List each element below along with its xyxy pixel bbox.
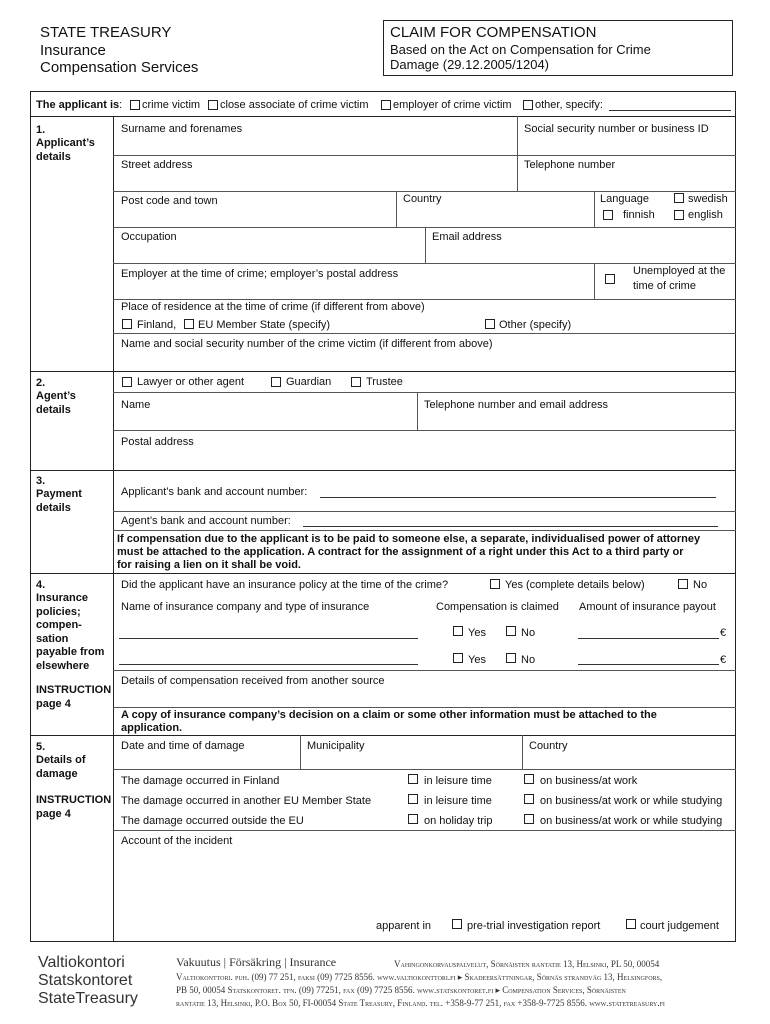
english-label: english xyxy=(688,209,723,221)
surname-label: Surname and forenames xyxy=(121,123,243,135)
finland-business-label: on business/at work xyxy=(540,775,638,787)
section3-number: 3. xyxy=(36,475,46,487)
section5-number: 5. xyxy=(36,741,46,753)
crime-victim-label: crime victim xyxy=(142,99,201,111)
other-specify-label: other, specify: xyxy=(535,99,603,111)
divider xyxy=(300,735,301,769)
form-subtitle-line1: Based on the Act on Compensation for Crime xyxy=(390,42,651,57)
insurance-no-label: No xyxy=(693,579,708,591)
divider xyxy=(113,830,736,831)
agent-postal-label: Postal address xyxy=(121,436,194,448)
occupation-label: Occupation xyxy=(121,231,177,243)
footer-brand: Vakuutus | Försäkring | Insurance xyxy=(176,955,337,969)
agent-phone-email-label: Telephone number and email address xyxy=(424,399,609,411)
euro-sign-2: € xyxy=(720,654,727,666)
insurance-company-field-1[interactable] xyxy=(119,638,418,639)
applicant-type-label: The applicant is: xyxy=(36,99,123,111)
residence-finland-checkbox[interactable] xyxy=(122,319,132,329)
insurance-no-checkbox[interactable] xyxy=(678,579,688,589)
unemployed-label-line2: time of crime xyxy=(633,280,696,292)
form-subtitle-line2: Damage (29.12.2005/1204) xyxy=(390,57,550,72)
lawyer-checkbox[interactable] xyxy=(122,377,132,387)
damage-municipality-label: Municipality xyxy=(307,740,365,752)
court-judgement-label: court judgement xyxy=(640,920,719,932)
court-judgement-checkbox[interactable] xyxy=(626,919,636,929)
footer-address-line3: PB 50, 00054 Statskontoret. tfn. (09) 77251, fax (09) 7725 8556. www.statskontoret.fi ▸ Compensation Services, Sörnäisten xyxy=(176,985,626,995)
divider xyxy=(113,299,736,300)
unemployed-label-line1: Unemployed at the xyxy=(633,265,726,277)
section-divider xyxy=(30,371,736,372)
eu-leisure-checkbox[interactable] xyxy=(408,794,418,804)
claimed-no-label-2: No xyxy=(521,654,536,666)
close-associate-label: close associate of crime victim xyxy=(220,99,369,111)
unemployed-checkbox[interactable] xyxy=(605,274,615,284)
section-divider xyxy=(30,573,736,574)
section2-title: Agent’s details xyxy=(36,390,76,416)
divider xyxy=(113,263,736,264)
finnish-checkbox[interactable] xyxy=(603,210,613,220)
divider xyxy=(113,155,736,156)
claimed-yes-checkbox-1[interactable] xyxy=(453,626,463,636)
divider xyxy=(522,735,523,769)
footer-address-line1: Vahingonkorvauspalvelut, Sörnäisten rantatie 13, Helsinki, PL 50, 00054 xyxy=(394,959,660,969)
divider xyxy=(113,333,736,334)
claimed-no-checkbox-2[interactable] xyxy=(506,653,516,663)
section4-title: Insurance policies; compen- sation payable from elsewhere xyxy=(36,592,105,672)
section1-number: 1. xyxy=(36,124,46,136)
eu-leisure-label: in leisure time xyxy=(424,795,492,807)
insurance-yes-label: Yes (complete details below) xyxy=(505,579,645,591)
claimed-yes-label-2: Yes xyxy=(468,654,486,666)
payout-field-1[interactable] xyxy=(578,638,719,639)
insurance-company-label: Name of insurance company and type of insurance xyxy=(121,601,370,613)
crime-victim-checkbox[interactable] xyxy=(130,100,140,110)
incident-account-field[interactable] xyxy=(116,850,732,914)
divider xyxy=(425,227,426,263)
logo-swedish: Statskontoret xyxy=(38,972,133,989)
employer-checkbox[interactable] xyxy=(381,100,391,110)
finland-leisure-label: in leisure time xyxy=(424,775,492,787)
section4-instruction: INSTRUCTION page 4 xyxy=(36,684,112,710)
agent-bank-field[interactable] xyxy=(303,526,718,527)
divider xyxy=(417,392,418,430)
damage-finland-label: The damage occurred in Finland xyxy=(121,775,280,787)
outside-business-label: on business/at work or while studying xyxy=(540,815,723,827)
claimed-yes-label-1: Yes xyxy=(468,627,486,639)
applicant-bank-label: Applicant’s bank and account number: xyxy=(121,486,308,498)
insurance-copy-note-line1: A copy of insurance company’s decision on a claim or some other information must be attached to the xyxy=(121,709,657,721)
section5-instruction: INSTRUCTION page 4 xyxy=(36,794,112,820)
eu-business-checkbox[interactable] xyxy=(524,794,534,804)
damage-datetime-label: Date and time of damage xyxy=(121,740,245,752)
outside-holiday-label: on holiday trip xyxy=(424,815,493,827)
country-label: Country xyxy=(403,193,442,205)
claimed-no-checkbox-1[interactable] xyxy=(506,626,516,636)
other-specify-field[interactable] xyxy=(609,110,731,111)
residence-finland-label: Finland, xyxy=(137,319,177,331)
divider xyxy=(594,191,595,227)
ssn-label: Social security number or business ID xyxy=(524,123,709,135)
trustee-checkbox[interactable] xyxy=(351,377,361,387)
postcode-label: Post code and town xyxy=(121,195,218,207)
divider xyxy=(113,670,736,671)
power-of-attorney-note-line3: for raising a lien on it shall be void. xyxy=(117,559,301,571)
footer-address-line2: Valtiokonttori. puh. (09) 77 251, faksi (09) 7725 8556. www.valtiokonttori.fi ▸ Skadeersättningar, Sörnäs strandväg 13, Helsingfors, xyxy=(176,972,663,982)
divider xyxy=(113,530,736,531)
swedish-checkbox[interactable] xyxy=(674,193,684,203)
payout-field-2[interactable] xyxy=(578,664,719,665)
phone-label: Telephone number xyxy=(524,159,616,171)
language-label: Language xyxy=(600,193,649,205)
divider xyxy=(30,116,736,117)
section1-title: Applicant’s details xyxy=(36,137,95,163)
trustee-label: Trustee xyxy=(366,376,403,388)
section-divider xyxy=(30,470,736,471)
victim-label: Name and social security number of the crime victim (if different from above) xyxy=(121,338,493,350)
ssn-field[interactable] xyxy=(518,134,734,154)
divider xyxy=(396,191,397,227)
power-of-attorney-note-line2: must be attached to the application. A contract for the assignment of a right under this Act to a third party or xyxy=(117,546,684,558)
form-title: CLAIM FOR COMPENSATION xyxy=(390,24,597,41)
insurance-question: Did the applicant have an insurance policy at the time of the crime? xyxy=(121,579,449,591)
divider xyxy=(113,430,736,431)
section3-title: Payment details xyxy=(36,488,82,514)
outside-holiday-checkbox[interactable] xyxy=(408,814,418,824)
org-name: STATE TREASURY xyxy=(40,24,172,41)
residence-other-label: Other (specify) xyxy=(499,319,572,331)
finland-leisure-checkbox[interactable] xyxy=(408,774,418,784)
street-field[interactable] xyxy=(114,172,516,190)
divider xyxy=(113,769,736,770)
divider xyxy=(113,707,736,708)
euro-sign-1: € xyxy=(720,627,727,639)
eu-business-label: on business/at work or while studying xyxy=(540,795,723,807)
left-column-divider xyxy=(113,116,114,942)
compensation-claimed-label: Compensation is claimed xyxy=(436,601,559,613)
surname-field[interactable] xyxy=(114,134,516,154)
lawyer-label: Lawyer or other agent xyxy=(137,376,245,388)
close-associate-checkbox[interactable] xyxy=(208,100,218,110)
org-unit: Insurance xyxy=(40,42,106,59)
residence-other-checkbox[interactable] xyxy=(485,319,495,329)
agent-name-label: Name xyxy=(121,399,151,411)
section4-number: 4. xyxy=(36,579,46,591)
damage-outside-eu-label: The damage occurred outside the EU xyxy=(121,815,304,827)
apparent-in-label: apparent in xyxy=(376,920,432,932)
section-divider xyxy=(30,735,736,736)
pretrial-label: pre-trial investigation report xyxy=(467,920,601,932)
logo-finnish: Valtiokontori xyxy=(38,954,125,971)
residence-label: Place of residence at the time of crime (if different from above) xyxy=(121,301,425,313)
other-compensation-label: Details of compensation received from another source xyxy=(121,675,385,687)
insurance-copy-note-line2: application. xyxy=(121,722,183,734)
claimed-no-label-1: No xyxy=(521,627,536,639)
claimed-yes-checkbox-2[interactable] xyxy=(453,653,463,663)
incident-account-label: Account of the incident xyxy=(121,835,233,847)
logo-english: StateTreasury xyxy=(38,990,138,1007)
section5-title: Details of damage xyxy=(36,754,86,780)
applicant-bank-field[interactable] xyxy=(320,497,716,498)
footer-address-line4: rantatie 13, Helsinki, P.O. Box 50, FI-00054 State Treasury, Finland. tel. +358-9-77 251, fax +358-9-7725 8556. www.statetreasury.fi xyxy=(176,998,665,1008)
insurance-payout-label: Amount of insurance payout xyxy=(579,601,716,613)
pretrial-checkbox[interactable] xyxy=(452,919,462,929)
other-checkbox[interactable] xyxy=(523,100,533,110)
street-label: Street address xyxy=(121,159,193,171)
finland-business-checkbox[interactable] xyxy=(524,774,534,784)
guardian-label: Guardian xyxy=(286,376,332,388)
divider xyxy=(113,191,736,192)
agent-bank-label: Agent’s bank and account number: xyxy=(121,515,291,527)
phone-field[interactable] xyxy=(518,172,734,190)
residence-eu-label: EU Member State (specify) xyxy=(198,319,331,331)
employer-label: employer of crime victim xyxy=(393,99,512,111)
damage-country-label: Country xyxy=(529,740,568,752)
email-label: Email address xyxy=(432,231,502,243)
insurance-company-field-2[interactable] xyxy=(119,664,418,665)
residence-eu-checkbox[interactable] xyxy=(184,319,194,329)
divider xyxy=(594,263,595,299)
divider xyxy=(113,511,736,512)
damage-eu-label: The damage occurred in another EU Member State xyxy=(121,795,372,807)
section2-number: 2. xyxy=(36,377,46,389)
swedish-label: swedish xyxy=(688,193,728,205)
outside-business-checkbox[interactable] xyxy=(524,814,534,824)
power-of-attorney-note-line1: If compensation due to the applicant is to be paid to someone else, a separate, individualised power of attorney xyxy=(117,533,701,545)
insurance-yes-checkbox[interactable] xyxy=(490,579,500,589)
english-checkbox[interactable] xyxy=(674,210,684,220)
org-department: Compensation Services xyxy=(40,59,199,76)
divider xyxy=(113,392,736,393)
employer-address-label: Employer at the time of crime; employer’s postal address xyxy=(121,268,399,280)
guardian-checkbox[interactable] xyxy=(271,377,281,387)
finnish-label: finnish xyxy=(623,209,655,221)
